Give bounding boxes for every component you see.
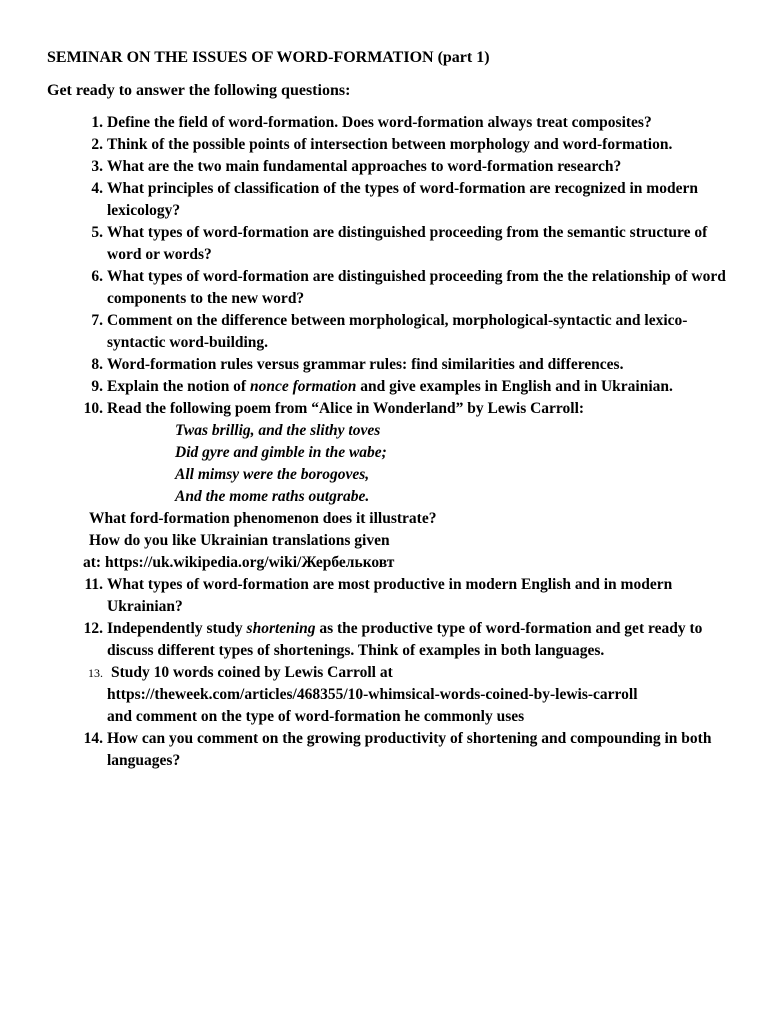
question-1 <box>80 112 730 134</box>
question-number: 4. <box>91 180 103 197</box>
question-number: 11. <box>84 576 103 593</box>
question-link: https://theweek.com/articles/468355/10-whimsical-words-coined-by-lewis-carroll <box>107 686 638 703</box>
question-text <box>107 662 730 728</box>
question-number: 12. <box>83 620 103 637</box>
question-number: 1. <box>91 114 103 131</box>
poem-line: Did gyre and gimble in the wabe; <box>175 444 387 461</box>
question-3 <box>80 156 730 178</box>
question-number: 6. <box>91 268 103 285</box>
question-5 <box>80 222 730 266</box>
question-number: 3. <box>91 158 103 175</box>
question-number: 7. <box>91 312 103 329</box>
question-text: Word-formation rules versus grammar rules: find similarities and differences. <box>107 356 624 373</box>
question-14 <box>80 728 730 772</box>
emphasized-term: nonce formation <box>249 378 357 395</box>
question-number: 2. <box>91 136 103 153</box>
question-number: 13. <box>88 666 103 680</box>
followup-line: What ford-formation phenomenon does it illustrate? <box>89 510 437 527</box>
question-13 <box>80 662 730 728</box>
question-number: 10. <box>83 400 103 417</box>
poem-line: And the mome raths outgrabe. <box>175 488 370 505</box>
question-text-line: and comment on the type of word-formation he commonly uses <box>107 708 525 725</box>
question-8 <box>80 354 730 376</box>
question-text: Comment on the difference between morphological, morphological-syntactic and lexico-syntactic word-building. <box>107 312 688 351</box>
question-text: Read the following poem from “Alice in Wonderland” by Lewis Carroll: <box>107 400 585 417</box>
question-9 <box>80 376 730 398</box>
question-text: Think of the possible points of intersection between morphology and word-formation. <box>107 136 673 153</box>
question-text: What types of word-formation are most productive in modern English and in modern Ukrainian? <box>107 576 673 615</box>
poem-stanza <box>175 420 730 508</box>
question-text-pre: Independently study <box>107 620 247 637</box>
followup-link-line: at: https://uk.wikipedia.org/wiki/Жербельковт <box>83 554 395 571</box>
question-text-post: as the productive type of word-formation and get ready to discuss different types of shortenings. Think of examples in both languages. <box>107 620 703 659</box>
question-number: 9. <box>91 378 103 395</box>
question-list <box>80 112 730 772</box>
question-text: What types of word-formation are distinguished proceeding from the semantic structure of word or words? <box>107 224 708 263</box>
question-4 <box>80 178 730 222</box>
followup-questions <box>78 508 730 574</box>
question-10 <box>80 398 730 420</box>
question-text-post: and give examples in English and in Ukrainian. <box>356 378 673 395</box>
question-12 <box>80 618 730 662</box>
question-7 <box>80 310 730 354</box>
question-text-line: Study 10 words coined by Lewis Carroll at <box>111 664 393 681</box>
question-text <box>107 618 730 662</box>
document-title: SEMINAR ON THE ISSUES OF WORD-FORMATION (part 1) <box>47 49 490 66</box>
question-2 <box>80 134 730 156</box>
question-6 <box>80 266 730 310</box>
question-text: Define the field of word-formation. Does word-formation always treat composites? <box>107 114 652 131</box>
question-text: What principles of classification of the types of word-formation are recognized in modern lexicology? <box>107 180 698 219</box>
poem-line: Twas brillig, and the slithy toves <box>175 422 381 439</box>
poem-line: All mimsy were the borogoves, <box>175 466 370 483</box>
question-11 <box>80 574 730 618</box>
question-text: What are the two main fundamental approaches to word-formation research? <box>107 158 622 175</box>
intro-text: Get ready to answer the following questions: <box>47 82 351 99</box>
question-number: 8. <box>91 356 103 373</box>
followup-line: How do you like Ukrainian translations given <box>89 532 390 549</box>
question-text: How can you comment on the growing productivity of shortening and compounding in both languages? <box>107 730 712 769</box>
emphasized-term: shortening <box>246 620 316 637</box>
question-number: 5. <box>91 224 103 241</box>
question-text-pre: Explain the notion of <box>107 378 250 395</box>
question-text <box>107 376 730 398</box>
question-number: 14. <box>83 730 103 747</box>
question-text: What types of word-formation are distinguished proceeding from the the relationship of word components to the new word? <box>107 268 726 307</box>
